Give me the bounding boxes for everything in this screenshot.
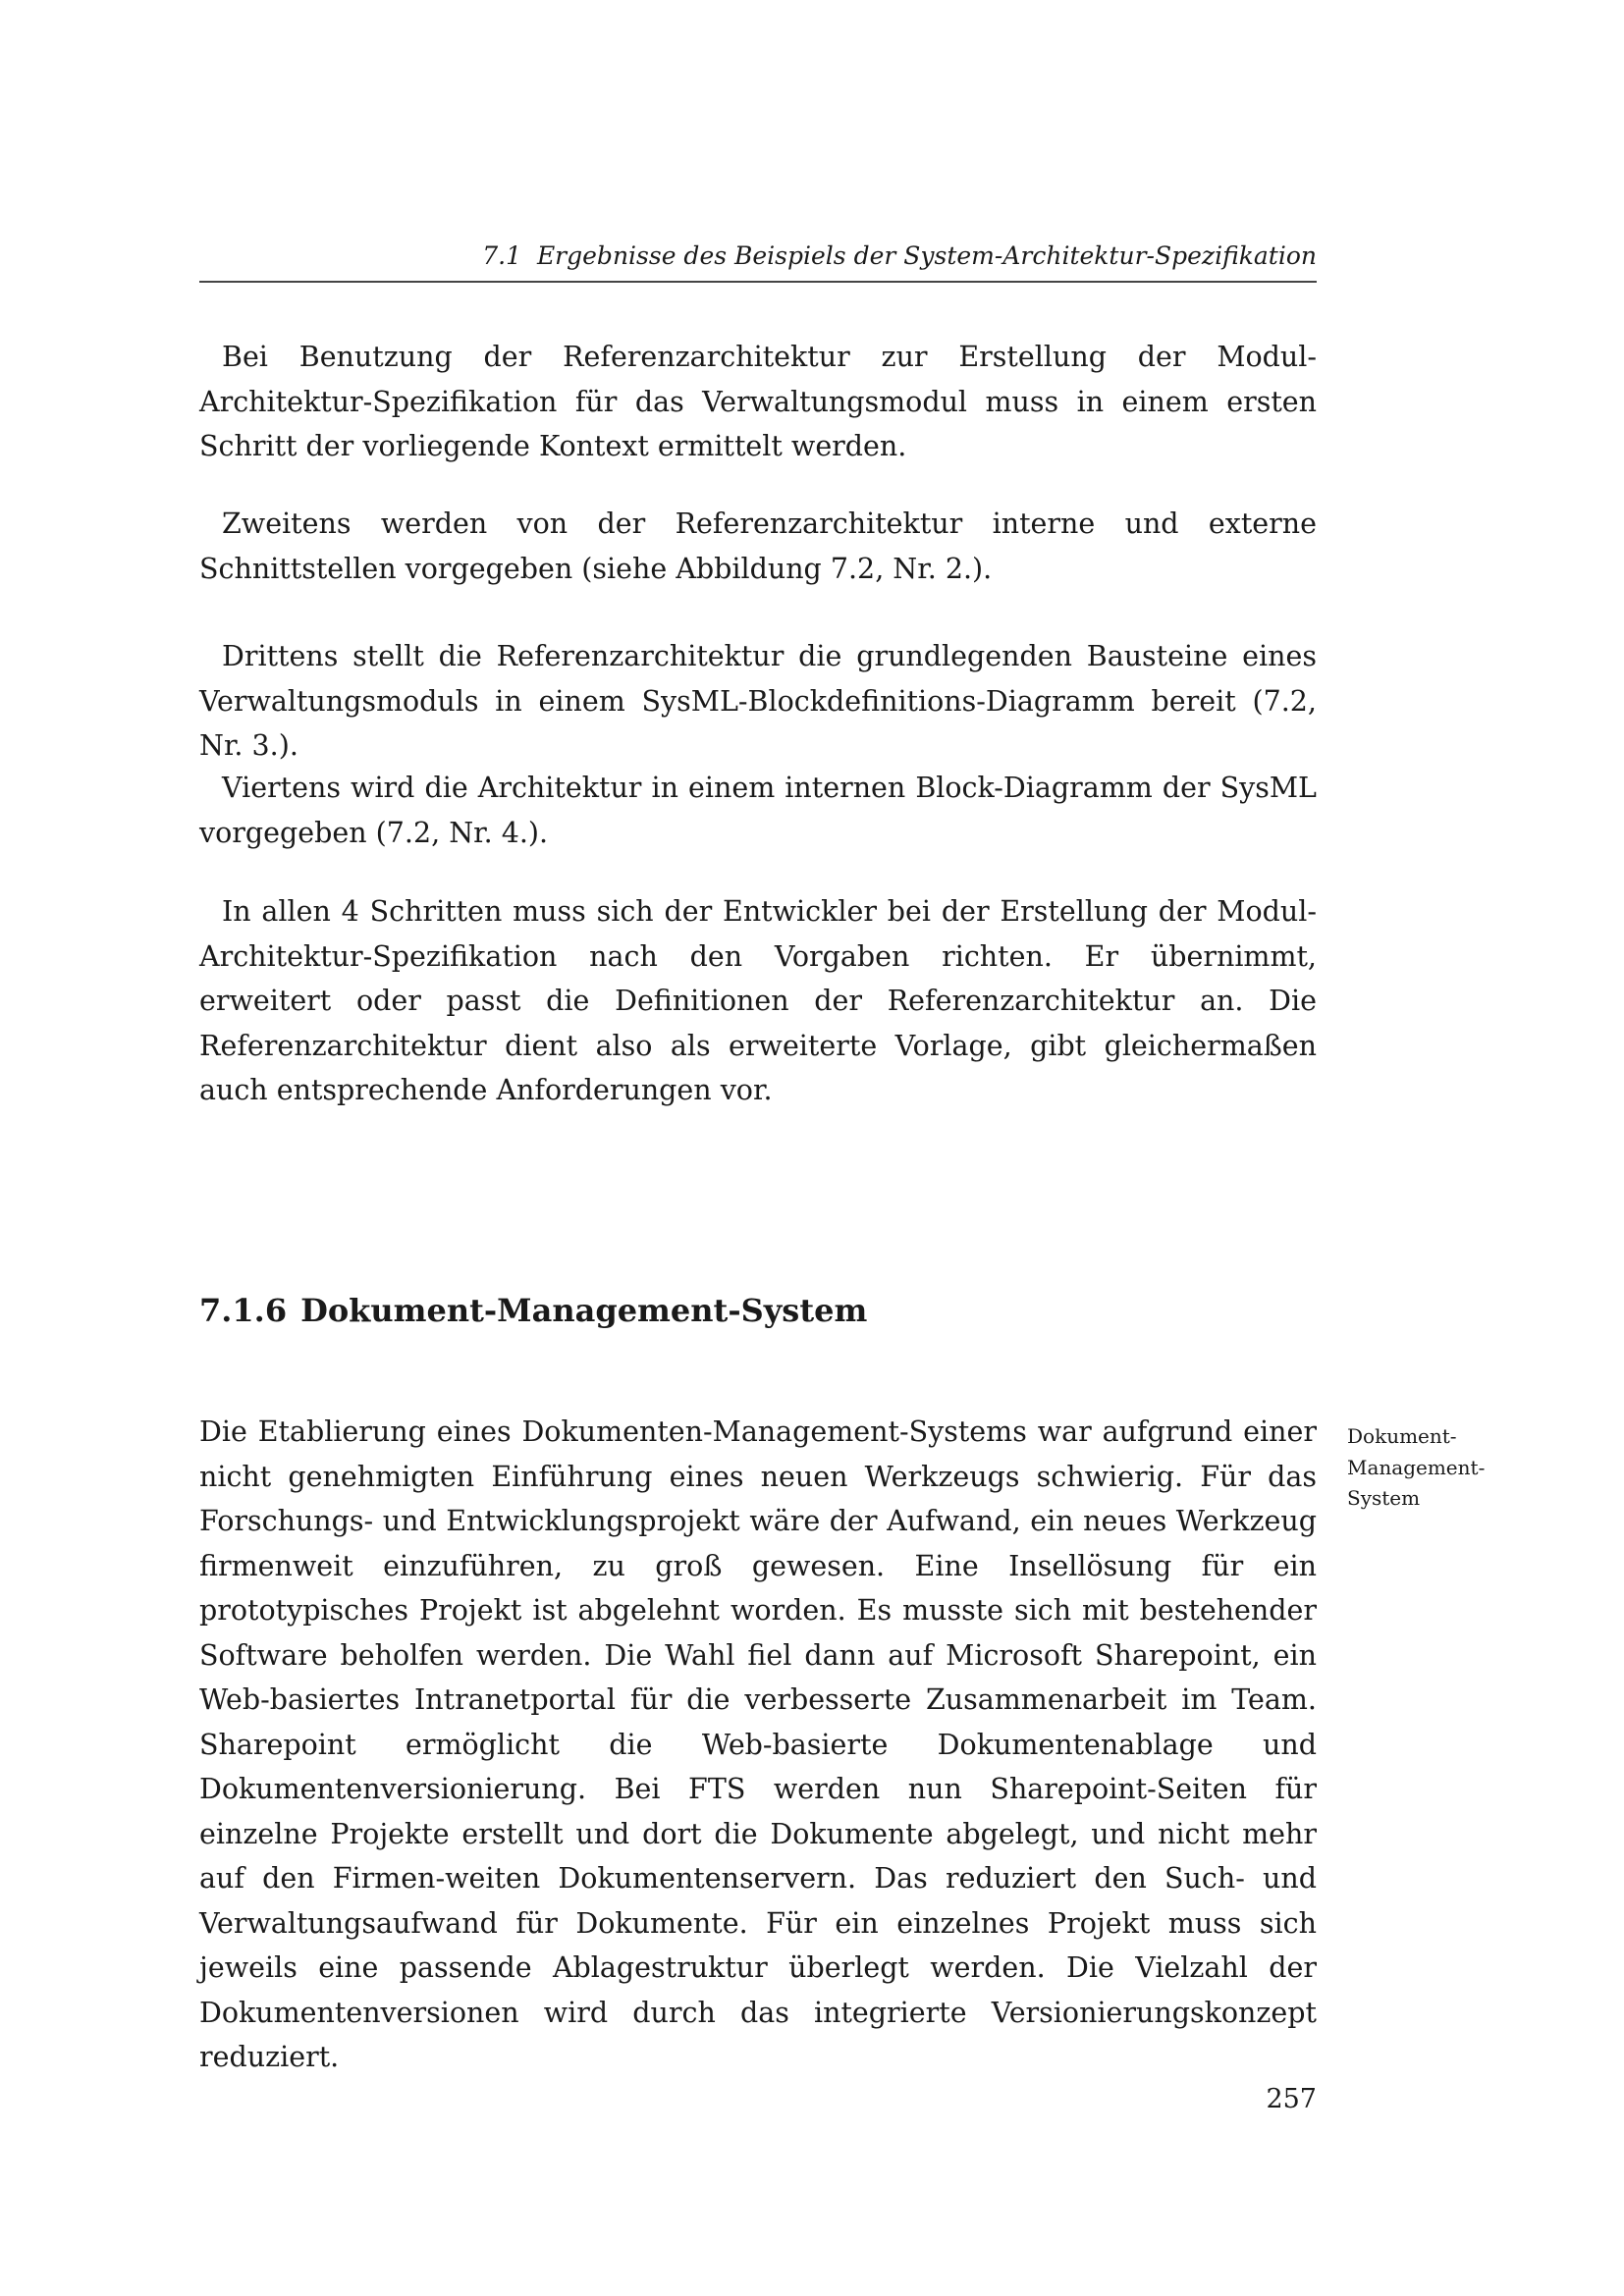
paragraph-3: Drittens stellt die Referenzarchitektur die grundlegenden Bausteine eines Verwaltungsmoduls in einem SysML-Blockdefinitions-Diagramm bereit (7.2, Nr. 3.). bbox=[199, 640, 1317, 762]
paragraph-5: In allen 4 Schritten muss sich der Entwickler bei der Erstellung der Modul-Architektur-Spezifikation nach den Vorgaben richten. Er übernimmt, erweitert oder passt die Definitionen der Referenzarchitektur an. Die Referenzarchitektur dient also als erweiterte Vorlage, gibt gleichermaßen auch entsprechende Anforderungen vor. bbox=[199, 895, 1317, 1106]
section-number: 7.1.6 bbox=[199, 1292, 288, 1329]
margin-note-line: Dokument- bbox=[1347, 1424, 1457, 1448]
section-title: Dokument-Management-System bbox=[300, 1292, 868, 1329]
header-section-number: 7.1 bbox=[482, 241, 522, 270]
margin-note-line: Management- bbox=[1347, 1455, 1486, 1479]
paragraph-4: Viertens wird die Architektur in einem internen Block-Diagramm der SysML vorgegeben (7.2, Nr. 4.). bbox=[199, 772, 1317, 849]
margin-note-line: System bbox=[1347, 1486, 1421, 1510]
margin-note bbox=[1347, 1421, 1485, 1515]
header-section-title: Ergebnisse des Beispiels der System-Architektur-Spezifikation bbox=[536, 241, 1317, 270]
page-number: 257 bbox=[1266, 2084, 1317, 2114]
section-paragraph: Die Etablierung eines Dokumenten-Management-Systems war aufgrund einer nicht genehmigten Einführung eines neuen Werkzeugs schwierig. Für das Forschungs- und Entwicklungsprojekt wäre der Aufwand, ein neues Werkzeug firmenweit einzuführen, zu groß gewesen. Eine Insellösung für ein prototypisches Projekt ist abgelehnt worden. Es musste sich mit bestehender Software beholfen werden. Die Wahl fiel dann auf Microsoft Sharepoint, ein Web-basiertes Intranetportal für die verbesserte Zusammenarbeit im Team. Sharepoint ermöglicht die Web-basierte Dokumentenablage und Dokumentenversionierung. Bei FTS werden nun Sharepoint-Seiten für einzelne Projekte erstellt und dort die Dokumente abgelegt, und nicht mehr auf den Firmen-weiten Dokumentenservern. Das reduziert den Such- und Verwaltungsaufwand für Dokumente. Für ein einzelnes Projekt muss sich jeweils eine passende Ablagestruktur überlegt werden. Die Vielzahl der Dokumentenversionen wird durch das integrierte Versionierungskonzept reduziert. bbox=[199, 1415, 1317, 2073]
paragraph-2: Zweitens werden von der Referenzarchitektur interne und externe Schnittstellen vorgegeben (siehe Abbildung 7.2, Nr. 2.). bbox=[199, 507, 1317, 585]
paragraph-1: Bei Benutzung der Referenzarchitektur zur Erstellung der Modul-Architektur-Spezifikation für das Verwaltungsmodul muss in einem ersten Schritt der vorliegende Kontext ermittelt werden. bbox=[199, 341, 1317, 462]
section-heading bbox=[199, 1289, 867, 1332]
running-header bbox=[199, 240, 1317, 283]
